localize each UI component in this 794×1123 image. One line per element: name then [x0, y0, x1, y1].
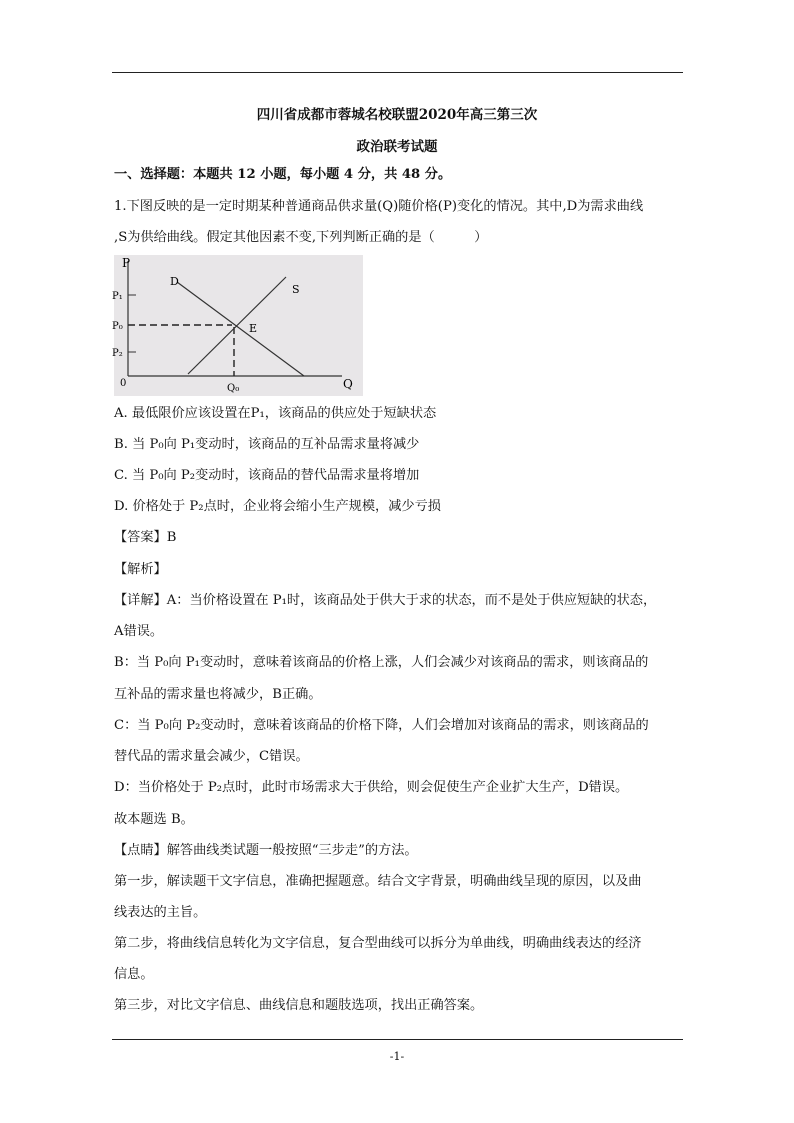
analysis-line: 替代品的需求量会减少，C错误。 [114, 749, 309, 764]
p-axis-label: P [122, 256, 131, 270]
page-subtitle: 政治联考试题 [356, 139, 438, 155]
p2-label: P₂ [112, 348, 123, 359]
q0-label: Q₀ [227, 383, 240, 394]
analysis-line: 【点睛】解答曲线类试题一般按照“三步走”的方法。 [114, 843, 418, 858]
analysis-line: A错误。 [114, 624, 164, 639]
origin-label: 0 [120, 378, 127, 389]
option-b: B. 当 P₀向 P₁变动时，该商品的互补品需求量将减少 [114, 437, 420, 452]
q-axis-label: Q [343, 377, 353, 391]
analysis-line: 第二步，将曲线信息转化为文字信息，复合型曲线可以拆分为单曲线，明确曲线表达的经济 [114, 936, 642, 951]
analysis-heading: 【解析】 [114, 562, 167, 577]
answer-line: 【答案】B [114, 530, 177, 545]
analysis-line: 信息。 [114, 967, 154, 982]
supply-label: S [292, 283, 300, 296]
question-line-1: 1.下图反映的是一定时期某种普通商品供求量(Q)随价格(P)变化的情况。其中,D为需求曲线 [114, 199, 644, 214]
page-title: 四川省成都市蓉城名校联盟2020年高三第三次 [256, 107, 538, 123]
option-c: C. 当 P₀向 P₂变动时，该商品的替代品需求量将增加 [114, 468, 420, 483]
option-a: A. 最低限价应该设置在P₁，该商品的供应处于短缺状态 [114, 406, 437, 421]
question-line-2: ,S为供给曲线。假定其他因素不变,下列判断正确的是（ ） [114, 230, 488, 245]
demand-label: D [170, 275, 179, 288]
footer-rule [112, 1039, 683, 1040]
analysis-line: 【详解】A：当价格设置在 P₁时，该商品处于供大于求的状态，而不是处于供应短缺的状态， [114, 593, 657, 608]
analysis-line: C：当 P₀向 P₂变动时，意味着该商品的价格下降，人们会增加对该商品的需求，则该商品的 [114, 718, 649, 733]
analysis-line: 第三步，对比文字信息、曲线信息和题肢选项，找出正确答案。 [114, 998, 484, 1013]
section-heading: 一、选择题：本题共 12 小题，每小题 4 分，共 48 分。 [114, 167, 452, 182]
analysis-line: D：当价格处于 P₂点时，此时市场需求大于供给，则会促使生产企业扩大生产，D错误。 [114, 780, 629, 795]
supply-demand-graph [114, 255, 363, 396]
option-d: D. 价格处于 P₂点时，企业将会缩小生产规模，减少亏损 [114, 499, 441, 514]
header-rule [112, 72, 683, 73]
analysis-line: B：当 P₀向 P₁变动时，意味着该商品的价格上涨，人们会减少对该商品的需求，则该商品的 [114, 655, 649, 670]
p1-label: P₁ [112, 291, 123, 302]
analysis-line: 第一步，解读题干文字信息，准确把握题意。结合文字背景，明确曲线呈现的原因，以及曲 [114, 874, 642, 889]
analysis-line: 互补品的需求量也将减少，B正确。 [114, 687, 322, 702]
page-number: -1- [389, 1050, 405, 1063]
analysis-line: 故本题选 B。 [114, 812, 194, 827]
analysis-line: 线表达的主旨。 [114, 905, 207, 920]
p0-label: P₀ [112, 321, 123, 332]
equilibrium-label: E [249, 322, 258, 335]
